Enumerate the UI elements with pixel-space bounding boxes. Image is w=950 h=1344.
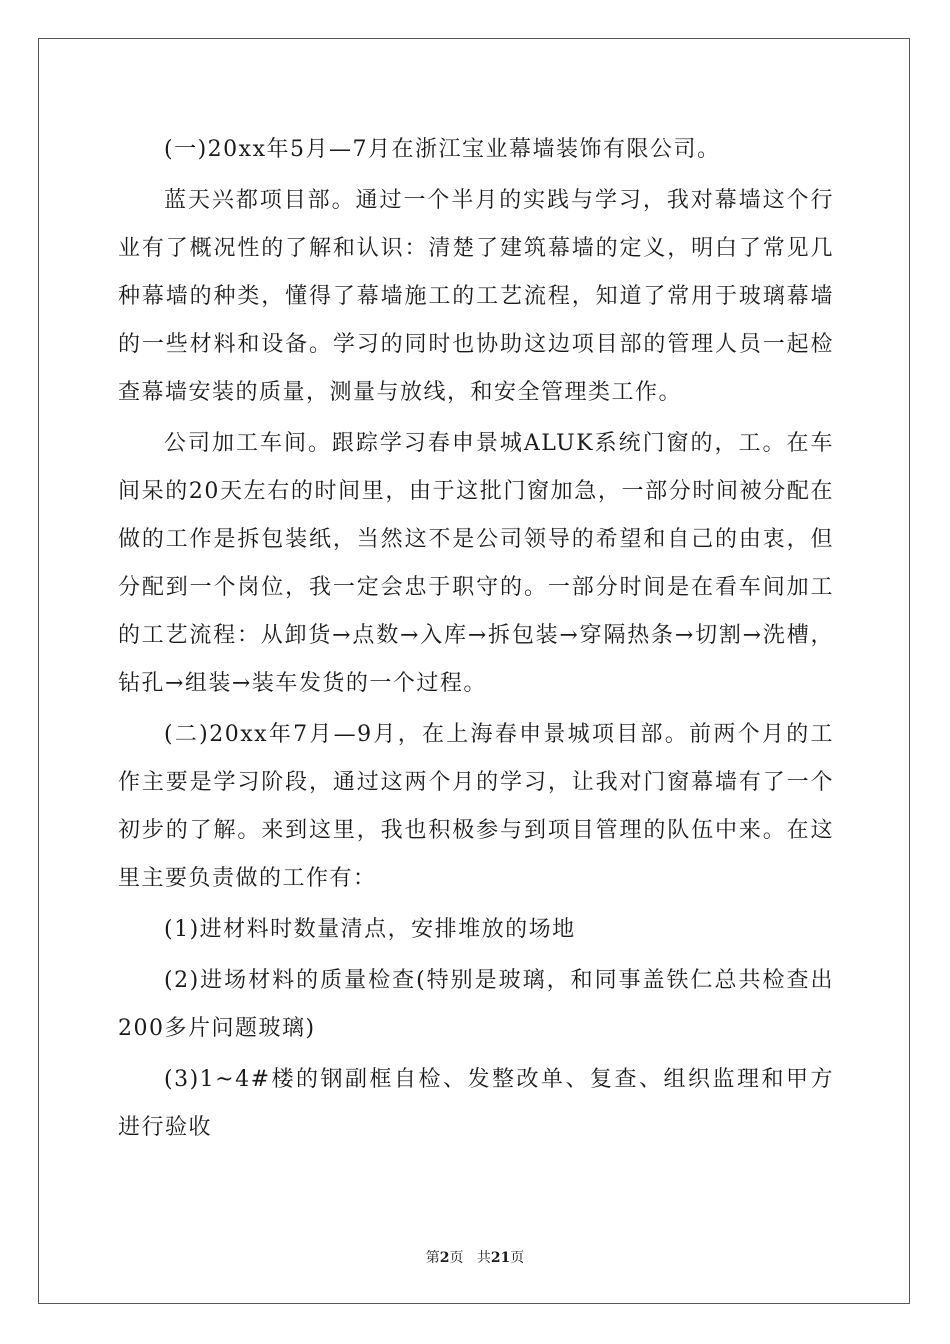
paragraph: (一)20xx年5月—7月在浙江宝业幕墙装饰有限公司。: [164, 137, 721, 162]
paragraph: 蓝天兴都项目部。通过一个半月的实践与学习，我对幕墙这个行业有了概况性的了解和认识：清楚了建筑幕墙的定义，明白了常见几种幕墙的种类，懂得了幕墙施工的工艺流程，知道了常用于玻璃幕墙的一些材料和设备。学习的同时也协助这边项目部的管理人员一起检查幕墙安装的质量，测量与放线，和安全管理类工作。: [118, 188, 834, 405]
document-body: [118, 126, 834, 1152]
current-page-number: 2: [439, 1250, 450, 1266]
list-item: (3)1~4#楼的钢副框自检、发整改单、复查、组织监理和甲方进行验收: [118, 1067, 834, 1140]
page-prefix: 第: [425, 1250, 440, 1266]
total-page-count: 21: [490, 1250, 511, 1266]
paragraph: (二)20xx年7月—9月，在上海春申景城项目部。前两个月的工作主要是学习阶段，通过这两个月的学习，让我对门窗幕墙有了一个初步的了解。来到这里，我也积极参与到项目管理的队伍中来。在这里主要负责做的工作有：: [118, 722, 834, 891]
list-item: (2)进场材料的质量检查(特别是玻璃，和同事盖铁仁总共检查出200多片问题玻璃): [118, 968, 834, 1041]
total-unit: 页: [510, 1250, 525, 1266]
paragraph: 公司加工车间。跟踪学习春申景城ALUK系统门窗的，工。在车间呆的20天左右的时间里，由于这批门窗加急，一部分时间被分配在做的工作是拆包装纸，当然这不是公司领导的希望和自己的由衷，但分配到一个岗位，我一定会忠于职守的。一部分时间是在看车间加工的工艺流程：从卸货→点数→入库→拆包装→穿隔热条→切割→洗槽，钻孔→组装→装车发货的一个过程。: [118, 431, 834, 696]
page-unit: 页: [449, 1250, 464, 1266]
page-footer: [0, 1247, 950, 1267]
total-prefix: 共: [476, 1250, 491, 1266]
list-item: (1)进材料时数量清点，安排堆放的场地: [164, 917, 576, 942]
